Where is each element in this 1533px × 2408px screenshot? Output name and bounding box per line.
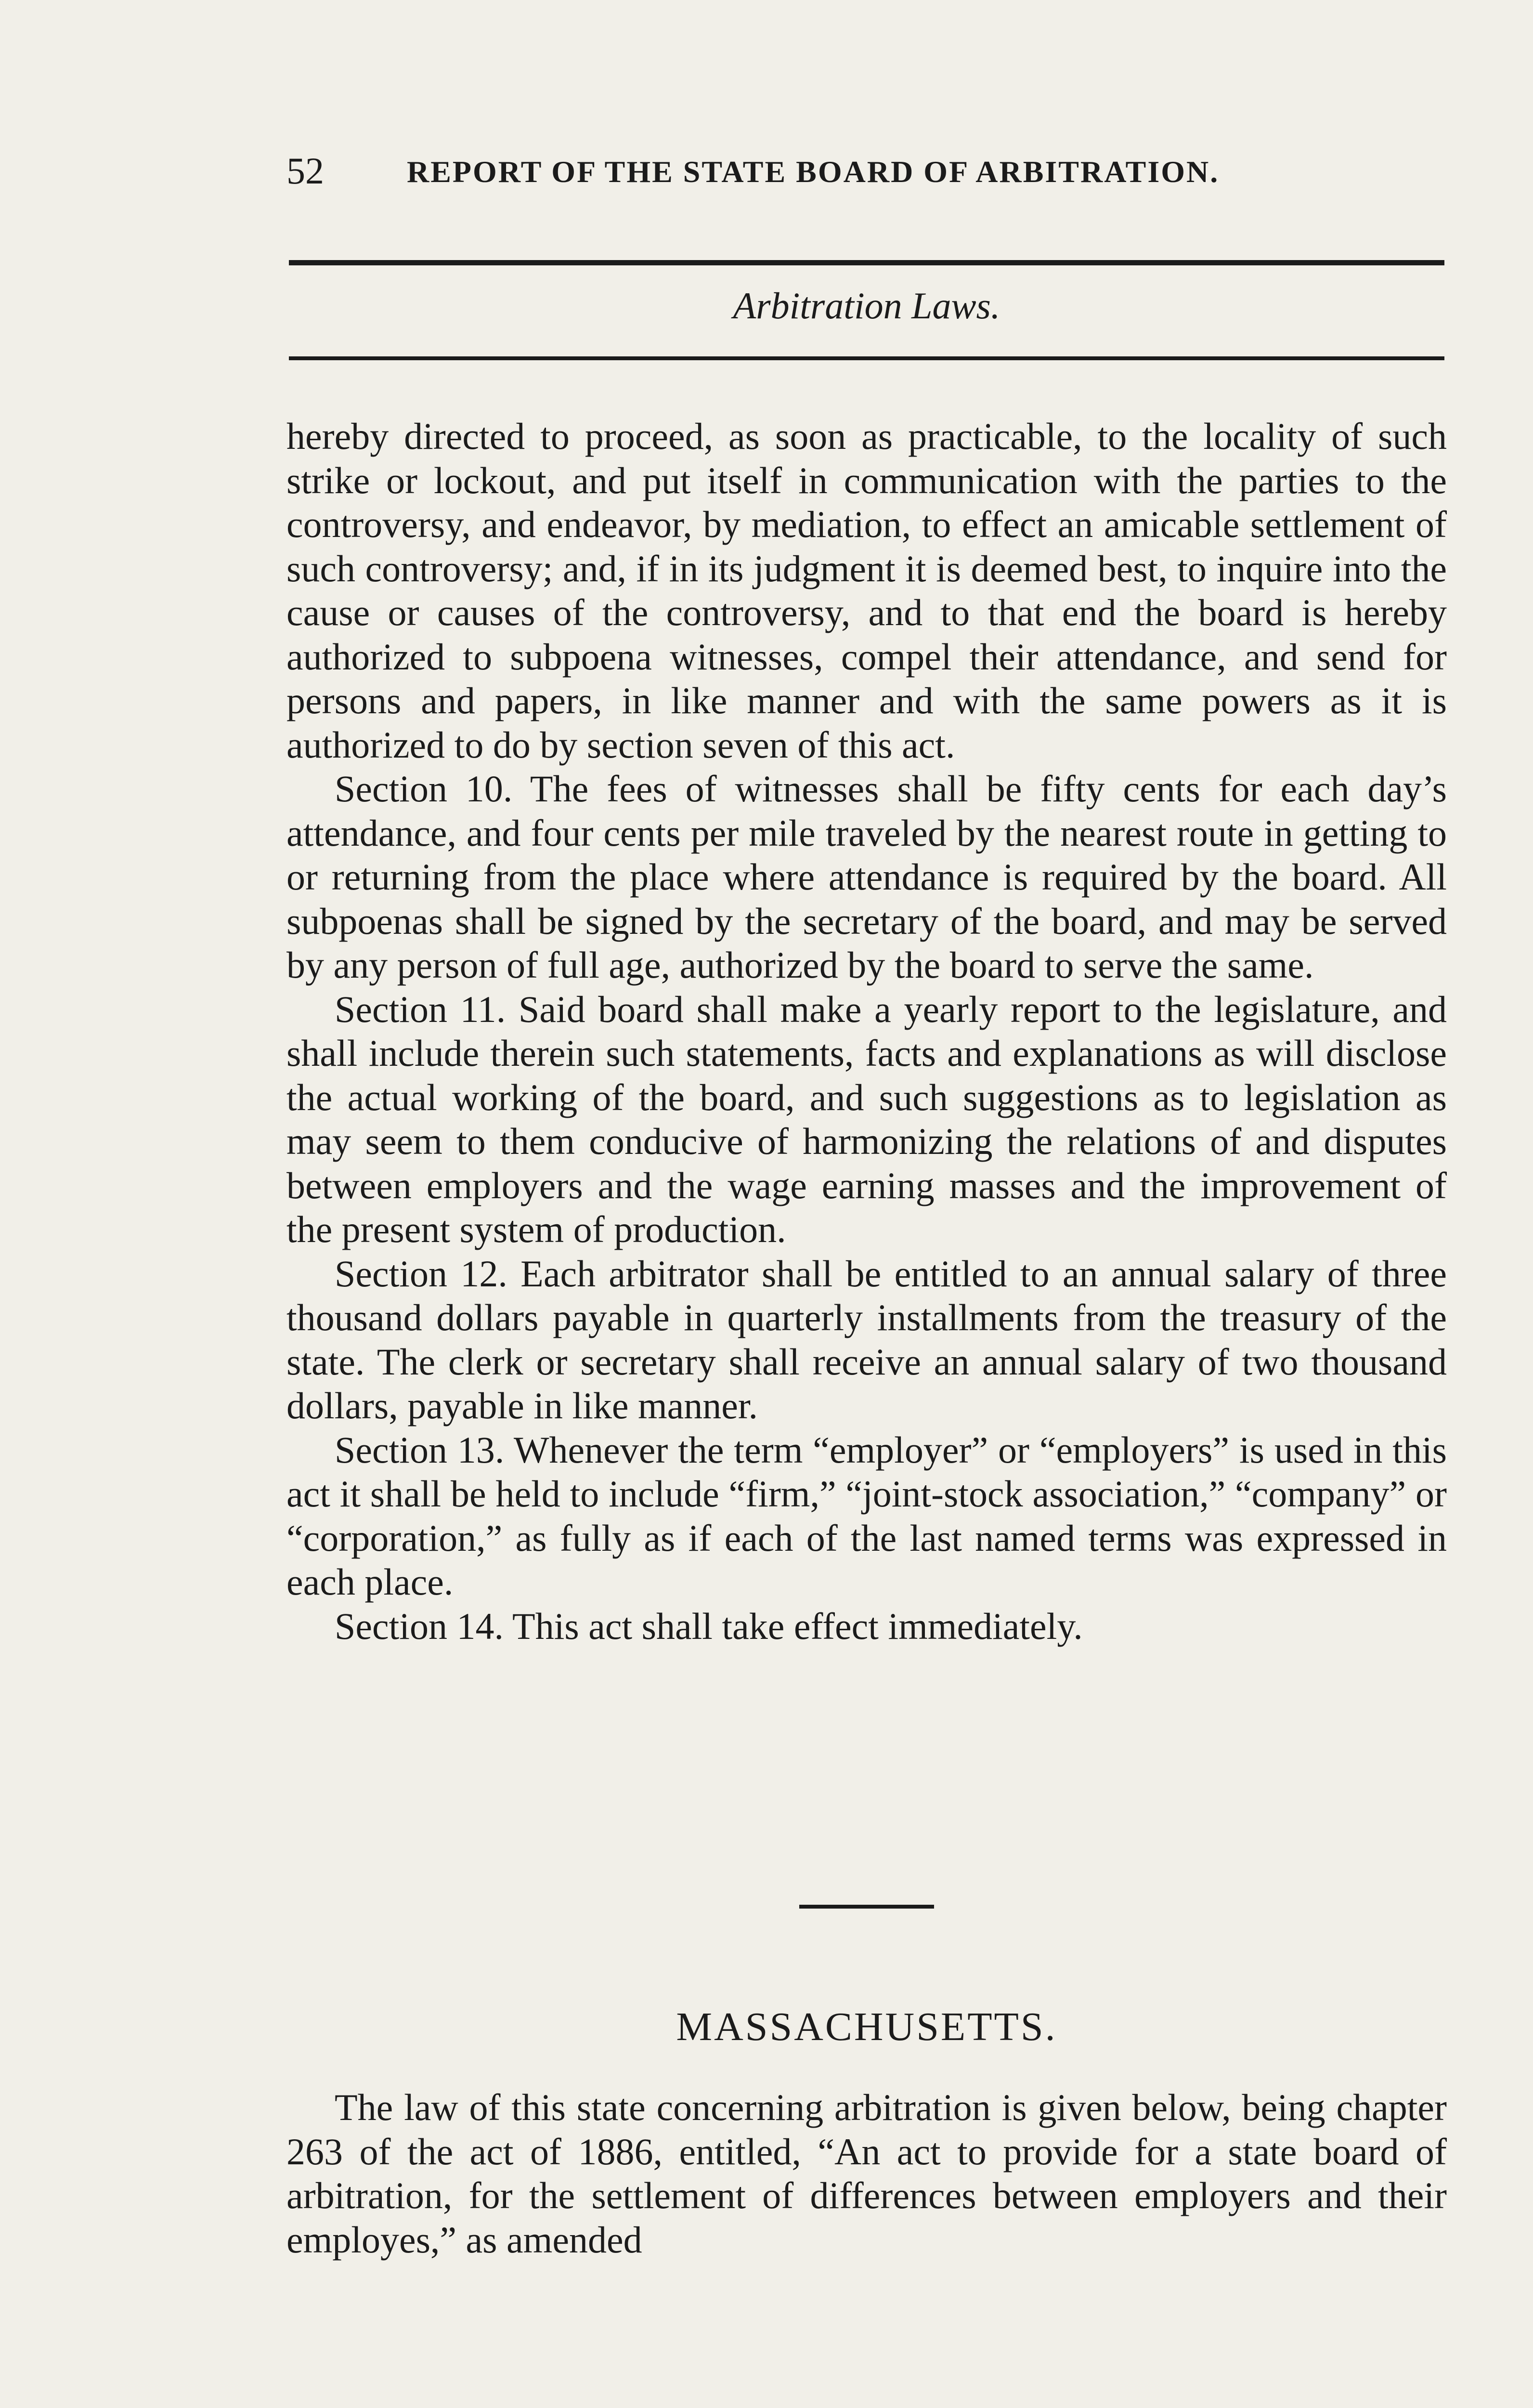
paragraph-section-10: Section 10. The fees of witnesses shall be fifty cents for each day’s attendance, and four cents per mile traveled by the nearest route in getting to or returning from the place where attendance is required by the board. All subpoenas shall be signed by the secretary of the board, and may be served by any person of full age, authorized by the board to serve the same. [286,768,1447,986]
header-rule-bottom [289,356,1444,360]
state-heading: MASSACHUSETTS. [676,2004,1057,2049]
paragraph-section-13: Section 13. Whenever the term “employer” or “employers” is used in this act it shall be held to include “firm,” “joint-stock association,” “company” or “corporation,” as fully as if each of the last named terms was expressed in each place. [286,1428,1447,1603]
section-header: Arbitration Laws. [733,285,1000,327]
paragraph-section-14: Section 14. This act shall take effect immediately. [335,1605,1083,1647]
paragraph-section-12: Section 12. Each arbitrator shall be entitled to an annual salary of three thousand dollars payable in quarterly installments from the treasury of the state. The clerk or secretary shall receive an annual salary of two thousand dollars, payable in like manner. [286,1252,1447,1426]
report-title: REPORT OF THE STATE BOARD OF ARBITRATION. [407,155,1220,189]
section-divider [799,1905,934,1909]
page-number: 52 [286,150,324,192]
paragraph-continuation: hereby directed to proceed, as soon as practicable, to the locality of such strike or lockout, and put itself in communication with the parties to the controversy, and endeavor, by mediation, to effect an amicable settlement of such controversy; and, if in its judgment it is deemed best, to inquire into the cause or causes of the controversy, and to that end the board is hereby authorized to subpoena witnesses, compel their attendance, and send for persons and papers, in like manner and with the same powers as it is authorized to do by section seven of this act. [286,415,1447,766]
massachusetts-intro [286,2085,1447,2262]
header-rule-top [289,260,1444,265]
running-head [286,144,1452,202]
paragraph-intro: The law of this state concerning arbitration is given below, being chapter 263 of the act of 1886, entitled, “An act to provide for a state board of arbitration, for the settlement of differences between employers and their employes,” as amended [286,2086,1447,2261]
paragraph-section-11: Section 11. Said board shall make a yearly report to the legislature, and shall include therein such statements, facts and explanations as will disclose the actual working of the board, and such suggestions as to legislation as may seem to them conducive of harmonizing the relations of and disputes between employers and the wage earning masses and the improvement of the present system of production. [286,988,1447,1250]
body-text [286,414,1447,1648]
